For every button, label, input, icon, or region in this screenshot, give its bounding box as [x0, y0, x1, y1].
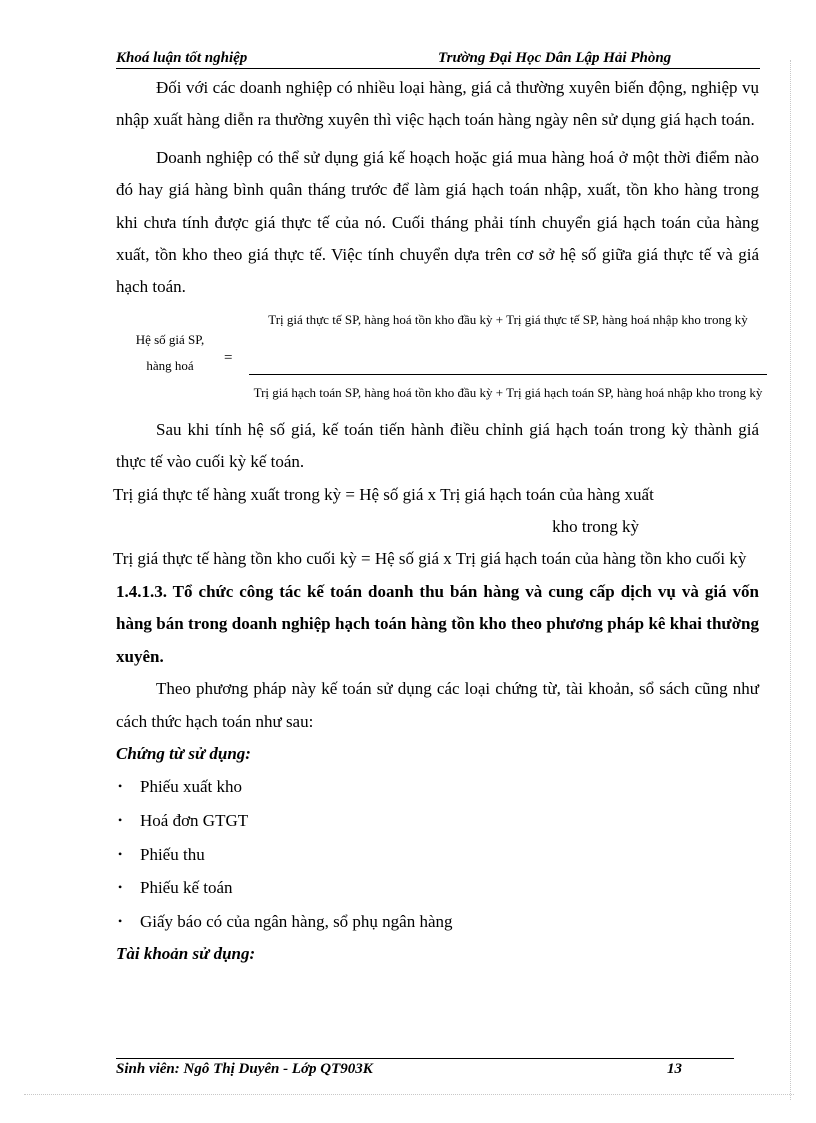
formula-left-side	[116, 327, 224, 379]
list-item	[116, 838, 759, 872]
list-item	[116, 871, 759, 905]
formula-equals-sign: =	[224, 349, 233, 366]
list-item-label: Phiếu kế toán	[140, 878, 233, 898]
paragraph-dieu-chinh: Sau khi tính hệ số giá, kế toán tiến hành điều chỉnh giá hạch toán trong kỳ thành giá thực tế vào cuối kỳ kế toán.	[116, 419, 759, 472]
paragraph-hach-toan-intro: Đối với các doanh nghiệp có nhiều loại hàng, giá cả thường xuyên biến động, nghiệp vụ nhập xuất hàng diễn ra thường xuyên thì việc hạch toán hàng ngày nên sử dụng giá hạch toán.	[116, 78, 759, 130]
paragraph-gia-ke-hoach: Doanh nghiệp có thể sử dụng giá kế hoạch hoặc giá mua hàng hoá ở một thời điểm nào đó hay giá hàng bình quân tháng trước để làm giá hạch toán nhập, xuất, tồn kho hàng trong khi chưa tính được giá thực tế của nó. Cuối tháng phải tính chuyển giá hạch toán của hàng xuất, tồn kho theo giá thực tế. Việc tính chuyển dựa trên cơ sở hệ số giữa giá thực tế và giá hạch toán.	[116, 147, 759, 297]
formula-hang-ton-kho: Trị giá thực tế hàng tồn kho cuối kỳ = Hệ số giá x Trị giá hạch toán của hàng tồn kho cuối kỳ	[113, 549, 747, 569]
section-heading-1-4-1-3: 1.4.1.3. Tổ chức công tác kế toán doanh thu bán hàng và cung cấp dịch vụ và giá vốn hàng bán trong doanh nghiệp hạch toán hàng tồn kho theo phương pháp kê khai thường xuyên.	[116, 581, 759, 666]
document-body	[113, 72, 763, 971]
list-item-label: Giấy báo có của ngân hàng, sổ phụ ngân hàng	[140, 911, 453, 931]
list-item	[116, 905, 759, 939]
formula-left-line-2: hàng hoá	[146, 357, 194, 373]
formula-denominator: Trị giá hạch toán SP, hàng hoá tồn kho đầu kỳ + Trị giá hạch toán SP, hàng hoá nhập kho trong kỳ	[253, 384, 763, 400]
list-item	[116, 804, 759, 838]
list-item-label: Hoá đơn GTGT	[140, 810, 249, 830]
list-item	[116, 770, 759, 804]
paragraph-phuong-phap: Theo phương pháp này kế toán sử dụng các loại chứng từ, tài khoản, sổ sách cũng như cách thức hạch toán như sau:	[116, 679, 759, 731]
formula-hang-xuat-continued: kho trong kỳ	[552, 517, 639, 537]
bullet-icon: •	[118, 846, 123, 861]
formula-fraction-line	[249, 374, 767, 375]
price-coefficient-formula	[116, 304, 763, 414]
page-bottom-edge	[24, 1094, 794, 1095]
header-thesis-title: Khoá luận tốt nghiệp	[116, 50, 248, 66]
documents-subheading: Chứng từ sử dụng:	[116, 743, 251, 763]
bullet-icon: •	[118, 880, 123, 895]
page-right-edge	[790, 60, 791, 1100]
formula-hang-xuat: Trị giá thực tế hàng xuất trong kỳ = Hệ số giá x Trị giá hạch toán của hàng xuất	[113, 484, 654, 504]
page-footer	[116, 1058, 734, 1079]
bullet-icon: •	[118, 779, 123, 794]
bullet-icon: •	[118, 812, 123, 827]
bullet-icon: •	[118, 913, 123, 928]
header-university: Trường Đại Học Dân Lập Hải Phòng	[438, 50, 672, 66]
list-item-label: Phiếu thu	[140, 844, 205, 864]
footer-student: Sinh viên: Ngô Thị Duyên - Lớp QT903K	[116, 1061, 373, 1077]
page-number: 13	[667, 1061, 682, 1077]
list-item-label: Phiếu xuất kho	[140, 777, 242, 797]
formula-numerator: Trị giá thực tế SP, hàng hoá tồn kho đầu kỳ + Trị giá thực tế SP, hàng hoá nhập kho trong kỳ	[268, 311, 748, 327]
accounts-subheading: Tài khoản sử dụng:	[116, 944, 256, 964]
formula-left-line-1: Hệ số giá SP,	[135, 331, 205, 347]
page-header	[116, 50, 760, 69]
documents-list	[116, 770, 759, 938]
